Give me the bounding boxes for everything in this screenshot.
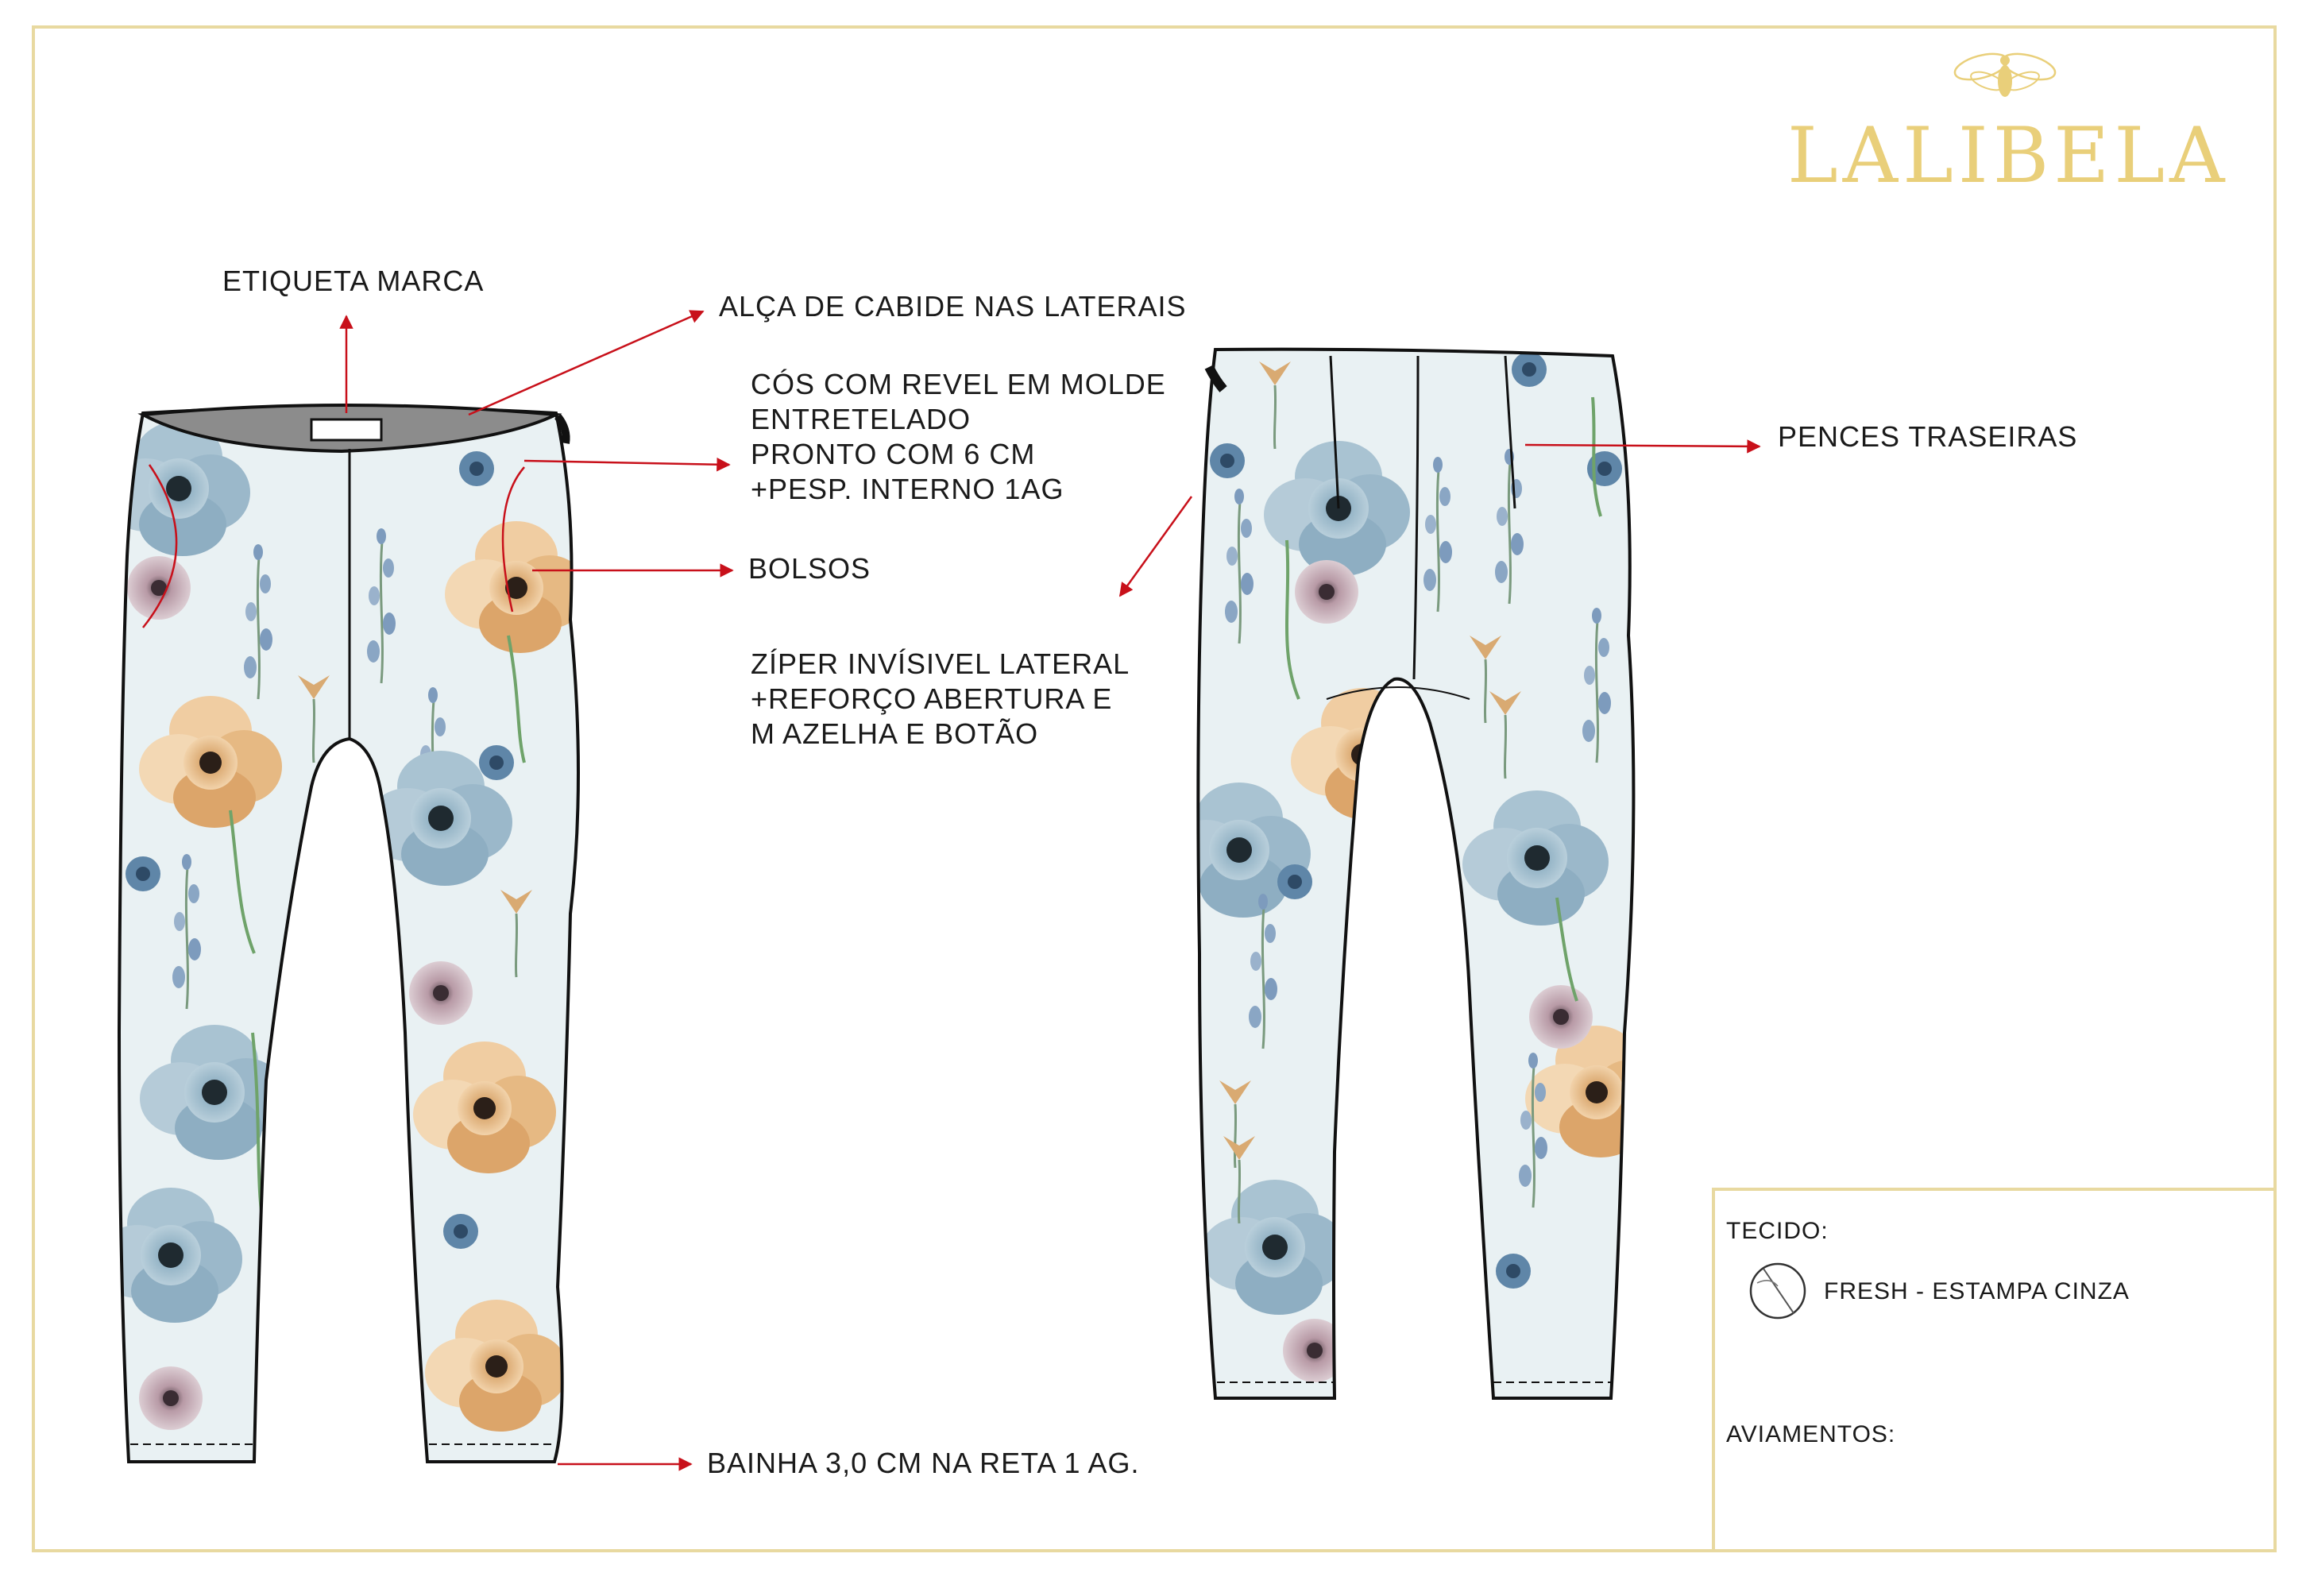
fabric-name: FRESH - ESTAMPA CINZA: [1824, 1278, 2130, 1304]
callout-ziper-line-1: ZÍPER INVÍSIVEL LATERAL: [751, 647, 1130, 680]
aviamentos-label: AVIAMENTOS:: [1726, 1421, 1896, 1447]
callout-alca-cabide: ALÇA DE CABIDE NAS LATERAIS: [719, 290, 1187, 323]
callout-ziper-line-3: M AZELHA E BOTÃO: [751, 717, 1039, 750]
brand-label-rect: [311, 419, 381, 440]
callout-cos-line-3: PRONTO COM 6 CM: [751, 438, 1036, 470]
callout-cos-line-2: ENTRETELADO: [751, 403, 972, 435]
front-view-trousers: [79, 381, 635, 1494]
callout-bolsos: BOLSOS: [748, 552, 871, 585]
callout-cos-line-4: +PESP. INTERNO 1AG: [751, 473, 1064, 505]
callout-bainha: BAINHA 3,0 CM NA RETA 1 AG.: [707, 1447, 1140, 1479]
brand-logo-text: LALIBELA: [1787, 111, 2230, 200]
back-view-trousers: [1165, 334, 1668, 1430]
bee-icon: [1953, 49, 2058, 97]
callout-pences-traseiras: PENCES TRASEIRAS: [1778, 420, 2078, 453]
spec-panel: [1712, 1188, 2276, 1552]
tecido-label: TECIDO:: [1726, 1218, 1829, 1244]
callout-ziper-line-2: +REFORÇO ABERTURA E: [751, 682, 1113, 715]
callout-cos-line-1: CÓS COM REVEL EM MOLDE: [751, 368, 1166, 400]
callout-etiqueta-marca: ETIQUETA MARCA: [222, 265, 485, 297]
